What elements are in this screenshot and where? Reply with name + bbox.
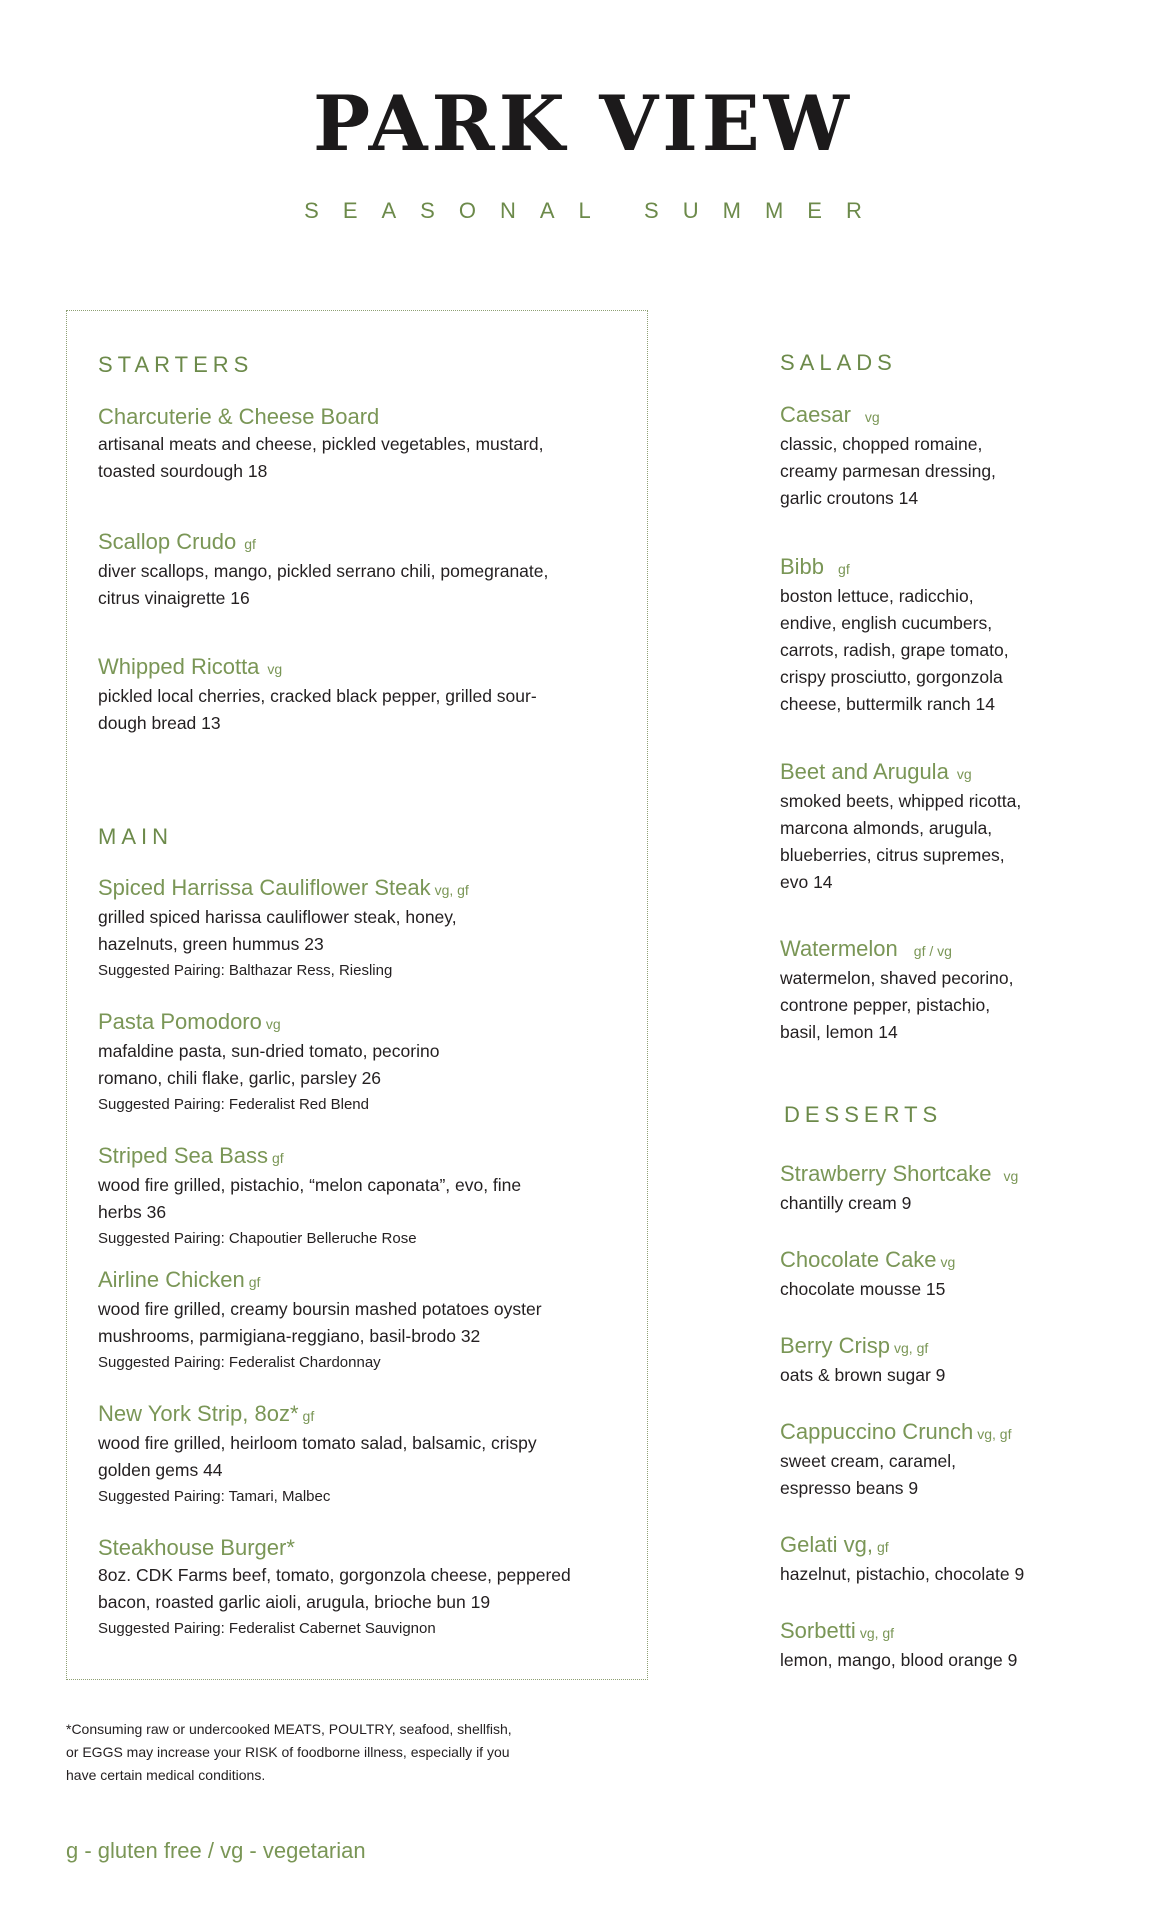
menu-item-airline-chicken bbox=[98, 1266, 542, 1376]
desc-line: herbs 36 bbox=[98, 1202, 167, 1222]
item-name: New York Strip, 8oz* bbox=[98, 1401, 299, 1426]
menu-item-watermelon bbox=[780, 935, 1013, 1046]
menu-item-cauliflower-steak bbox=[98, 874, 469, 984]
diet-tag: gf bbox=[248, 1274, 261, 1290]
desc-line: classic, chopped romaine, bbox=[780, 434, 983, 454]
menu-subtitle: SEASONAL SUMMER bbox=[304, 198, 886, 223]
item-description bbox=[98, 1296, 542, 1350]
desc-line: diver scallops, mango, pickled serrano chili, pomegranate, bbox=[98, 561, 549, 581]
item-name: Gelati vg, bbox=[780, 1532, 873, 1557]
disclaimer-line: have certain medical conditions. bbox=[66, 1767, 266, 1783]
desc-line: creamy parmesan dressing, bbox=[780, 461, 996, 481]
item-description bbox=[780, 583, 1009, 718]
diet-tag: vg bbox=[265, 1016, 281, 1032]
food-safety-disclaimer bbox=[66, 1718, 566, 1787]
main-heading: MAIN bbox=[98, 824, 173, 849]
menu-item-striped-sea-bass bbox=[98, 1142, 521, 1252]
desc-line: smoked beets, whipped ricotta, bbox=[780, 791, 1022, 811]
wine-pairing: Suggested Pairing: Federalist Chardonnay bbox=[98, 1354, 381, 1371]
diet-tag: vg, gf bbox=[434, 882, 469, 898]
desserts-heading: DESSERTS bbox=[784, 1102, 943, 1127]
item-name: Spiced Harrissa Cauliflower Steak bbox=[98, 875, 431, 900]
wine-pairing: Suggested Pairing: Federalist Red Blend bbox=[98, 1096, 369, 1113]
item-name: Bibb bbox=[780, 554, 825, 579]
item-description bbox=[98, 1562, 571, 1616]
desc-line: hazelnut, pistachio, chocolate 9 bbox=[780, 1564, 1025, 1584]
desc-line: lemon, mango, blood orange 9 bbox=[780, 1650, 1018, 1670]
item-description bbox=[780, 1190, 1018, 1217]
menu-item-chocolate-cake bbox=[780, 1246, 955, 1303]
item-name: Scallop Crudo bbox=[98, 529, 237, 554]
item-name: Caesar bbox=[780, 402, 851, 427]
menu-item-whipped-ricotta bbox=[98, 653, 537, 737]
menu-item-pasta-pomodoro bbox=[98, 1008, 439, 1118]
wine-pairing: Suggested Pairing: Chapoutier Belleruche Rose bbox=[98, 1230, 417, 1247]
item-name: Whipped Ricotta bbox=[98, 654, 260, 679]
diet-tag: gf bbox=[838, 561, 850, 577]
menu-item-charcuterie bbox=[98, 403, 544, 485]
diet-tag: vg bbox=[940, 1254, 956, 1270]
desc-line: toasted sourdough 18 bbox=[98, 461, 268, 481]
desc-line: marcona almonds, arugula, bbox=[780, 818, 993, 838]
item-name: Steakhouse Burger* bbox=[98, 1535, 295, 1560]
desc-line: wood fire grilled, heirloom tomato salad, balsamic, crispy bbox=[98, 1433, 537, 1453]
diet-tag: vg bbox=[267, 661, 283, 677]
item-description bbox=[780, 1448, 1011, 1502]
menu-item-beet-arugula bbox=[780, 758, 1021, 896]
desc-line: mafaldine pasta, sun-dried tomato, pecorino bbox=[98, 1041, 440, 1061]
item-name: Pasta Pomodoro bbox=[98, 1009, 262, 1034]
desc-line: watermelon, shaved pecorino, bbox=[780, 968, 1014, 988]
desc-line: boston lettuce, radicchio, bbox=[780, 586, 974, 606]
desc-line: citrus vinaigrette 16 bbox=[98, 588, 250, 608]
item-name: Strawberry Shortcake bbox=[780, 1161, 992, 1186]
item-description bbox=[780, 1561, 1024, 1588]
desc-line: crispy prosciutto, gorgonzola bbox=[780, 667, 1003, 687]
desc-line: 8oz. CDK Farms beef, tomato, gorgonzola cheese, peppered bbox=[98, 1565, 571, 1585]
salads-heading: SALADS bbox=[780, 350, 897, 375]
item-description bbox=[98, 683, 537, 737]
item-name: Chocolate Cake bbox=[780, 1247, 937, 1272]
wine-pairing: Suggested Pairing: Tamari, Malbec bbox=[98, 1488, 331, 1505]
menu-item-new-york-strip bbox=[98, 1400, 537, 1510]
desc-line: bacon, roasted garlic aioli, arugula, brioche bun 19 bbox=[98, 1592, 491, 1612]
diet-tag: gf bbox=[244, 536, 256, 552]
item-description bbox=[98, 1038, 439, 1092]
diet-tag: vg, gf bbox=[859, 1625, 895, 1641]
restaurant-title: PARK VIEW bbox=[312, 79, 854, 168]
desc-line: chocolate mousse 15 bbox=[780, 1279, 946, 1299]
diet-tag: gf / vg bbox=[913, 943, 952, 959]
item-description bbox=[98, 1430, 537, 1484]
desc-line: pickled local cherries, cracked black pepper, grilled sour- bbox=[98, 686, 537, 706]
diet-tag: gf bbox=[271, 1150, 284, 1166]
desc-line: endive, english cucumbers, bbox=[780, 613, 993, 633]
item-name: Berry Crisp bbox=[780, 1333, 891, 1358]
menu-item-scallop-crudo bbox=[98, 528, 548, 612]
desc-line: basil, lemon 14 bbox=[780, 1022, 898, 1042]
desc-line: wood fire grilled, creamy boursin mashed potatoes oyster bbox=[98, 1299, 542, 1319]
desc-line: controne pepper, pistachio, bbox=[780, 995, 991, 1015]
diet-tag: vg bbox=[1003, 1168, 1019, 1184]
item-description bbox=[98, 558, 548, 612]
desc-line: espresso beans 9 bbox=[780, 1478, 919, 1498]
item-description bbox=[98, 904, 469, 958]
wine-pairing: Suggested Pairing: Federalist Cabernet Sauvignon bbox=[98, 1620, 436, 1637]
desc-line: dough bread 13 bbox=[98, 713, 221, 733]
item-description bbox=[780, 788, 1021, 896]
desc-line: evo 14 bbox=[780, 872, 833, 892]
item-description bbox=[780, 431, 996, 512]
diet-tag: vg bbox=[956, 766, 972, 782]
desc-line: garlic croutons 14 bbox=[780, 488, 919, 508]
diet-tag: vg, gf bbox=[977, 1426, 1012, 1442]
wine-pairing: Suggested Pairing: Balthazar Ress, Riesling bbox=[98, 962, 393, 979]
menu-item-berry-crisp bbox=[780, 1332, 945, 1389]
diet-legend: g - gluten free / vg - vegetarian bbox=[66, 1838, 366, 1863]
item-name: Cappuccino Crunch bbox=[780, 1419, 974, 1444]
item-name: Airline Chicken bbox=[98, 1267, 245, 1292]
item-name: Striped Sea Bass bbox=[98, 1143, 268, 1168]
menu-item-caesar bbox=[780, 401, 996, 512]
desc-line: mushrooms, parmigiana-reggiano, basil-brodo 32 bbox=[98, 1326, 481, 1346]
desc-line: hazelnuts, green hummus 23 bbox=[98, 934, 324, 954]
item-description bbox=[780, 1362, 945, 1389]
menu-item-strawberry-shortcake bbox=[780, 1160, 1018, 1217]
item-name: Charcuterie & Cheese Board bbox=[98, 404, 380, 429]
desc-line: chantilly cream 9 bbox=[780, 1193, 912, 1213]
desc-line: romano, chili flake, garlic, parsley 26 bbox=[98, 1068, 382, 1088]
desc-line: oats & brown sugar 9 bbox=[780, 1365, 946, 1385]
desc-line: golden gems 44 bbox=[98, 1460, 223, 1480]
menu-item-steakhouse-burger bbox=[98, 1534, 571, 1642]
item-name: Sorbetti bbox=[780, 1618, 856, 1643]
menu-item-bibb bbox=[780, 553, 1009, 718]
item-name: Watermelon bbox=[780, 936, 898, 961]
item-name: Beet and Arugula bbox=[780, 759, 949, 784]
starters-heading: STARTERS bbox=[98, 352, 254, 377]
diet-tag: gf bbox=[876, 1539, 889, 1555]
menu-item-sorbetti bbox=[780, 1617, 1017, 1674]
disclaimer-line: *Consuming raw or undercooked MEATS, POULTRY, seafood, shellfish, bbox=[66, 1721, 512, 1737]
desc-line: cheese, buttermilk ranch 14 bbox=[780, 694, 995, 714]
disclaimer-line: or EGGS may increase your RISK of foodborne illness, especially if you bbox=[66, 1744, 510, 1760]
diet-tag: gf bbox=[302, 1408, 315, 1424]
menu-item-gelati bbox=[780, 1531, 1024, 1588]
desc-line: artisanal meats and cheese, pickled vegetables, mustard, bbox=[98, 434, 544, 454]
desc-line: carrots, radish, grape tomato, bbox=[780, 640, 1009, 660]
desc-line: sweet cream, caramel, bbox=[780, 1451, 957, 1471]
menu-item-cappuccino-crunch bbox=[780, 1418, 1011, 1502]
diet-tag: vg, gf bbox=[894, 1340, 929, 1356]
item-description bbox=[780, 1276, 955, 1303]
item-description bbox=[780, 1647, 1017, 1674]
diet-tag: vg bbox=[864, 409, 880, 425]
desc-line: wood fire grilled, pistachio, “melon caponata”, evo, fine bbox=[98, 1175, 522, 1195]
item-description bbox=[780, 965, 1013, 1046]
desc-line: blueberries, citrus supremes, bbox=[780, 845, 1005, 865]
item-description bbox=[98, 431, 544, 485]
desc-line: grilled spiced harissa cauliflower steak, honey, bbox=[98, 907, 457, 927]
item-description bbox=[98, 1172, 521, 1226]
